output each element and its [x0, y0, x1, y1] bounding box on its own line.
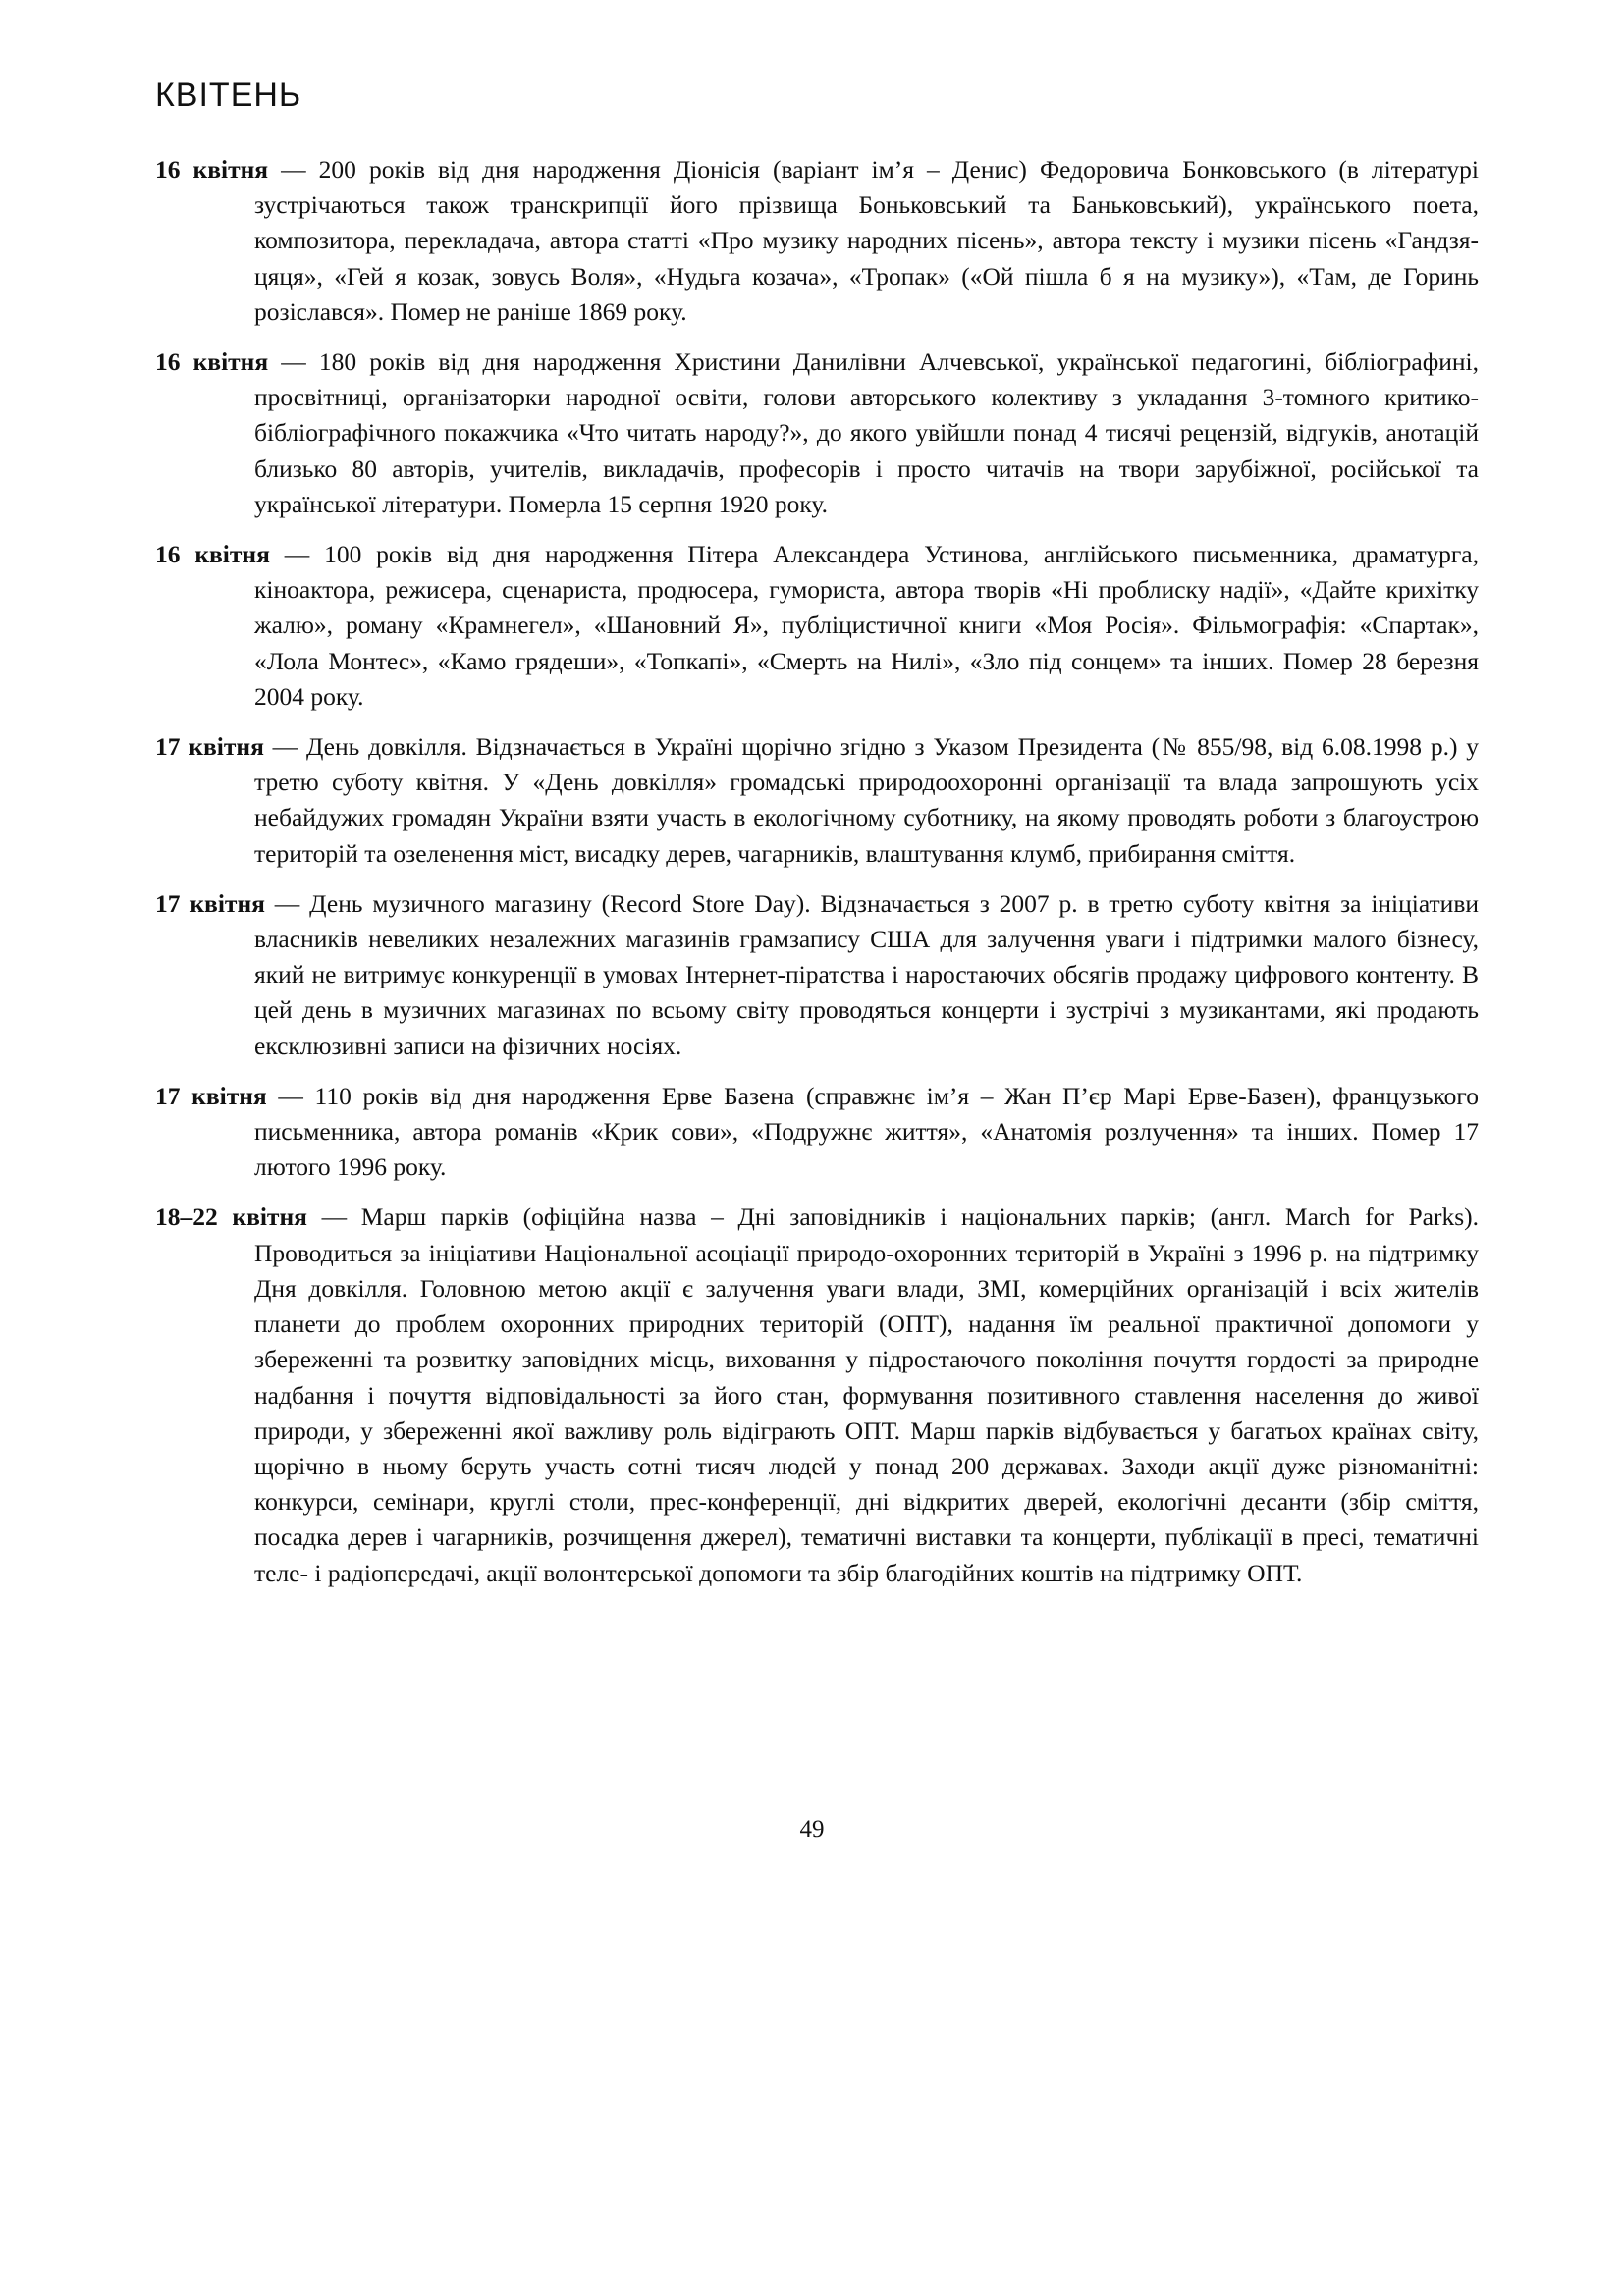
calendar-entry: [155, 1200, 1479, 1590]
page-number: 49: [799, 1816, 825, 1842]
entry-date: 16 квітня: [155, 155, 269, 184]
entry-text: — 180 років від дня народження Христини Данилівни Алчевської, української педагогині, бібліографині, просвітниці, організаторки народної освіти, голови авторського колективу з укладання 3-томного критико-бібліографічного покажчика «Что читать народу?», до якого увійшли понад 4 тисячі рецензій, відгуків, анотацій близько 80 авторів, учителів, викладачів, професорів і просто читачів на твори зарубіжної, російської та української літератури. Померла 15 серпня 1920 року.: [254, 347, 1480, 518]
calendar-entries: [155, 152, 1479, 1606]
entry-date: 18–22 квітня: [155, 1202, 307, 1232]
calendar-entry: [155, 537, 1479, 715]
entry-text: — 100 років від дня народження Пітера Александера Устинова, англійського письменника, драматурга, кіноактора, режисера, сценариста, продюсера, гумориста, автора творів «Ні проблиску надії», «Дайте крихітку жалю», роману «Крамнегел», «Шановний Я», публіцистичної книги «Моя Росія». Фільмографія: «Спартак», «Лола Монтес», «Камо грядеши», «Топкапі», «Смерть на Нилі», «Зло під сонцем» та інших. Помер 28 березня 2004 року.: [254, 540, 1479, 711]
entry-text: — 200 років від дня народження Діонісія (варіант ім’я – Денис) Федоровича Бонковського (в літературі зустрічаються також транскрипції його прізвища Боньковський та Баньковський), українського поета, композитора, перекладача, автора статті «Про музику народних пісень», автора тексту і музики пісень «Гандзя-цяця», «Гей я козак, зовусь Воля», «Нудьга козача», «Тропак» («Ой пішла б я на музику»), «Там, де Горинь розіслався». Помер не раніше 1869 року.: [254, 155, 1479, 326]
entry-text: — 110 років від дня народження Ерве Базена (справжнє ім’я – Жан П’єр Марі Ерве-Базен), французького письменника, автора романів «Крик сови», «Подружнє життя», «Анатомія розлучення» та інших. Помер 17 лютого 1996 року.: [254, 1081, 1479, 1182]
entry-date: 17 квітня: [155, 1081, 267, 1110]
entry-date: 16 квітня: [155, 347, 269, 377]
entry-date: 17 квітня: [155, 888, 265, 918]
entry-text: — День довкілля. Відзначається в Україні щорічно згідно з Указом Президента (№ 855/98, від 6.08.1998 р.) у третю суботу квітня. У «День довкілля» громадські природоохоронні організації та влада запрошують усіх небайдужих громадян України взяти участь в екологічному суботнику, на якому проводять роботи з благоустрою територій та озеленення міст, висадку дерев, чагарників, влаштування клумб, прибирання сміття.: [254, 732, 1479, 868]
calendar-entry: [155, 729, 1479, 872]
calendar-entry: [155, 886, 1479, 1064]
entry-date: 17 квітня: [155, 732, 264, 762]
page-title: КВІТЕНЬ: [155, 77, 302, 114]
calendar-entry: [155, 1079, 1479, 1186]
calendar-entry: [155, 345, 1479, 522]
calendar-entry: [155, 152, 1479, 330]
entry-date: 16 квітня: [155, 540, 270, 569]
entry-text: — Марш парків (офіційна назва – Дні заповідників і національних парків; (англ. March for Parks). Проводиться за ініціативи Національної асоціації природо-охоронних територій в Україні з 1996 р. на підтримку Дня довкілля. Головною метою акції є залучення уваги влади, ЗМІ, комерційних організацій і всіх жителів планети до проблем охоронних природних територій (ОПТ), надання їм реальної практичної допомоги у збереженні та розвитку заповідних місць, виховання у підростаючого покоління почуття гордості за природне надбання і почуття відповідальності за його стан, формування позитивного ставлення населення до живої природи, у збереженні якої важливу роль відіграють ОПТ. Марш парків відбувається у багатьох країнах світу, щорічно в ньому беруть участь сотні тисяч людей у понад 200 державах. Заходи акції дуже різноманітні: конкурси, семінари, круглі столи, прес-конференції, дні відкритих дверей, екологічні десанти (збір сміття, посадка дерев і чагарників, розчищення джерел), тематичні виставки та концерти, публікації в пресі, тематичні теле- і радіопередачі, акції волонтерської допомоги та збір благодійних коштів на підтримку ОПТ.: [254, 1202, 1480, 1587]
entry-text: — День музичного магазину (Record Store Day). Відзначається з 2007 р. в третю суботу квітня за ініціативи власників невеликих незалежних магазинів грамзапису США для залучення уваги і підтримки малого бізнесу, який не витримує конкуренції в умовах Інтернет-піратства і наростаючих обсягів продажу цифрового контенту. В цей день в музичних магазинах по всьому світу проводяться концерти і зустрічі з музикантами, які продають ексклюзивні записи на фізичних носіях.: [254, 888, 1480, 1060]
